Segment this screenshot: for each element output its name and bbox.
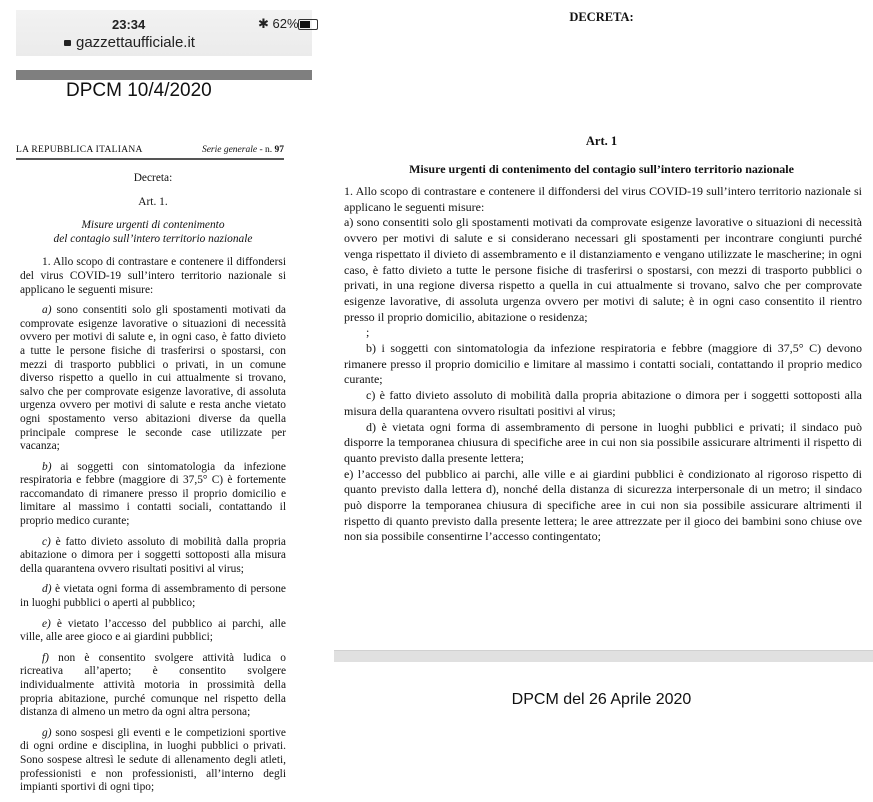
- item-letter: f): [42, 651, 49, 664]
- item-b: [20, 461, 286, 529]
- item-a: [20, 304, 286, 454]
- battery-percent: 62%: [272, 16, 299, 31]
- item-a: a) sono consentiti solo gli spostamenti motivati da comprovate esigenze lavorative o situazioni di necessità ovvero per motivi di salute e si considerano necessari gli spostamenti per incontrare congiunti purché venga rispettato il divieto di assembramento e il distanziamento e vengano utilizzate le mascherine; in ogni caso, è fatto divieto a tutte le persone fisiche di trasferirsi o spostarsi, con mezzi di trasporto pubblici o privati, in una regione diversa rispetto a quella in cui attualmente si trovano, salvo che per comprovate esigenze lavorative, di assoluta urgenza ovvero per motivi di salute; è in ogni caso consentito il rientro presso il proprio domicilio, abitazione o residenza;: [344, 215, 862, 324]
- decreta-heading: DECRETA:: [569, 10, 634, 24]
- caption-dpcm-10-april: DPCM 10/4/2020: [66, 80, 212, 101]
- item-letter: g): [42, 726, 52, 739]
- battery-fill: [300, 21, 310, 28]
- battery-icon: [298, 19, 318, 30]
- header-rule: [16, 158, 284, 160]
- article-subtitle-line1: Misure urgenti di contenimento: [81, 219, 225, 232]
- item-text: è vietato l’accesso del pubblico ai parchi, alle ville, alle aree gioco e ai giardini pubblici;: [20, 617, 286, 644]
- right-panel-dpcm-26-april: [330, 0, 873, 729]
- item-text: sono sospesi gli eventi e le competizioni sportive di ogni ordine e disciplina, in luoghi pubblici o privati. Sono sospese altresì le sedute di allenamento degli atleti, professionisti e non professionisti, all’interno degli impianti sportivi di ogni tipo;: [20, 726, 286, 794]
- item-d: d) è vietata ogni forma di assembramento di persone in luoghi pubblici e privati; il sindaco può disporre la temporanea chiusura di specifiche aree in cui non sia possibile assicurare altrimenti il rispetto di quanto previsto dalla presente lettera;: [344, 419, 862, 465]
- address-bar[interactable]: [64, 34, 195, 51]
- item-e: e) l’accesso del pubblico ai parchi, alle ville e ai giardini pubblici è condizionato al rigoroso rispetto di quanto previsto dalla lettera d), nonché della distanza di sicurezza interpersonale di un metro; il sindaco può disporre la temporanea chiusura di specifiche aree in cui non sia possibile assicurare altrimenti il rispetto di quanto previsto dalla presente lettera; le aree attrezzate per il gioco dei bambini sono chiuse ove non sia possibile consentirne l’accesso contingentato;: [344, 466, 862, 544]
- article-subtitle: Misure urgenti di contenimento del contagio sull’intero territorio nazionale: [409, 162, 794, 176]
- item-c: [20, 536, 286, 577]
- item-d: [20, 583, 286, 610]
- item-letter: d): [42, 583, 52, 596]
- gazette-header: [16, 145, 284, 155]
- item-c: c) è fatto divieto assoluto di mobilità dalla propria abitazione o dimora per i soggetti sottoposti alla misura della quarantena ovvero risultati positivi al virus;: [344, 388, 862, 418]
- item-e: [20, 618, 286, 645]
- lock-icon: [64, 40, 71, 46]
- publication-name: LA REPUBBLICA ITALIANA: [16, 145, 143, 155]
- left-document-body: [20, 172, 286, 802]
- bluetooth-battery-status: [258, 16, 299, 32]
- decreta-heading: Decreta:: [133, 172, 173, 184]
- series-sep: - n.: [257, 145, 275, 155]
- item-text: è fatto divieto assoluto di mobilità dalla propria abitazione o dimora per i soggetti sottoposti alla misura della quarantena ovvero risultati positivi al virus;: [20, 535, 286, 575]
- article-heading: Art. 1.: [138, 195, 168, 208]
- url-text: gazzettaufficiale.it: [76, 34, 195, 51]
- bluetooth-icon: ✱: [258, 16, 269, 31]
- item-b: b) i soggetti con sintomatologia da infezione respiratoria e febbre (maggiore di 37,5° C) devono rimanere presso il proprio domicilio e limitare al massimo i contatti sociali, contattando il proprio medico curante;: [344, 341, 862, 387]
- item-text: ai soggetti con sintomatologia da infezione respiratoria e febbre (maggiore di 37,5° C) è fortemente raccomandato di rimanere presso il proprio domicilio e limitare al massimo i contatti sociali, contattando il proprio medico curante;: [20, 460, 286, 528]
- item-letter: c): [42, 535, 51, 548]
- item-text: è vietata ogni forma di assembramento di persone in luoghi pubblici o aperti al pubblico;: [20, 583, 286, 610]
- intro-paragraph: 1. Allo scopo di contrastare e contenere il diffondersi del virus COVID-19 sull’intero territorio nazionale si applicano le seguenti misure:: [20, 256, 286, 296]
- item-letter: b): [42, 460, 52, 473]
- caption-dpcm-26-april: DPCM del 26 Aprile 2020: [511, 691, 692, 708]
- divider-bar: [334, 650, 873, 662]
- series-label: Serie generale: [201, 145, 258, 155]
- item-text: non è consentito svolgere attività ludica o ricreativa all’aperto; è consentito svolgere individualmente attività motoria in prossimità della propria abitazione, purché comunque nel rispetto della distanza di almeno un metro da ogni altra persona;: [20, 651, 286, 719]
- article-subtitle-line2: del contagio sull’intero territorio nazionale: [53, 232, 253, 245]
- item-f: [20, 652, 286, 720]
- item-letter: a): [42, 304, 52, 317]
- item-letter: e): [42, 617, 51, 630]
- right-document-body: [344, 184, 862, 545]
- clock-time: 23:34: [112, 17, 146, 32]
- item-semicolon: ;: [366, 325, 370, 340]
- series-info: [202, 145, 284, 155]
- intro-paragraph: 1. Allo scopo di contrastare e contenere il diffondersi del virus COVID-19 sull’intero territorio nazionale si applicano le seguenti misure:: [344, 184, 862, 214]
- item-g: [20, 727, 286, 795]
- divider-bar: [16, 70, 312, 80]
- item-text: sono consentiti solo gli spostamenti motivati da comprovate esigenze lavorative o situazioni di necessità ovvero per motivi di salute e, in ogni caso, è fatto divieto a tutte le persone fisiche di trasferirsi o spostarsi, con mezzi di trasporto pubblici o privati, in un comune diverso rispetto a quello in cui attualmente si trovano, salvo che per comprovate esigenze lavorative, di assoluta urgenza ovvero per motivi di salute e resta anche vietato ogni spostamento verso abitazioni diverse da quella principale comprese le seconde case utilizzate per vacanza;: [20, 304, 286, 453]
- article-heading: Art. 1: [585, 134, 618, 148]
- series-number: 97: [274, 145, 284, 155]
- left-panel-dpcm-10-april: [0, 0, 312, 794]
- browser-status-bar: [16, 10, 312, 56]
